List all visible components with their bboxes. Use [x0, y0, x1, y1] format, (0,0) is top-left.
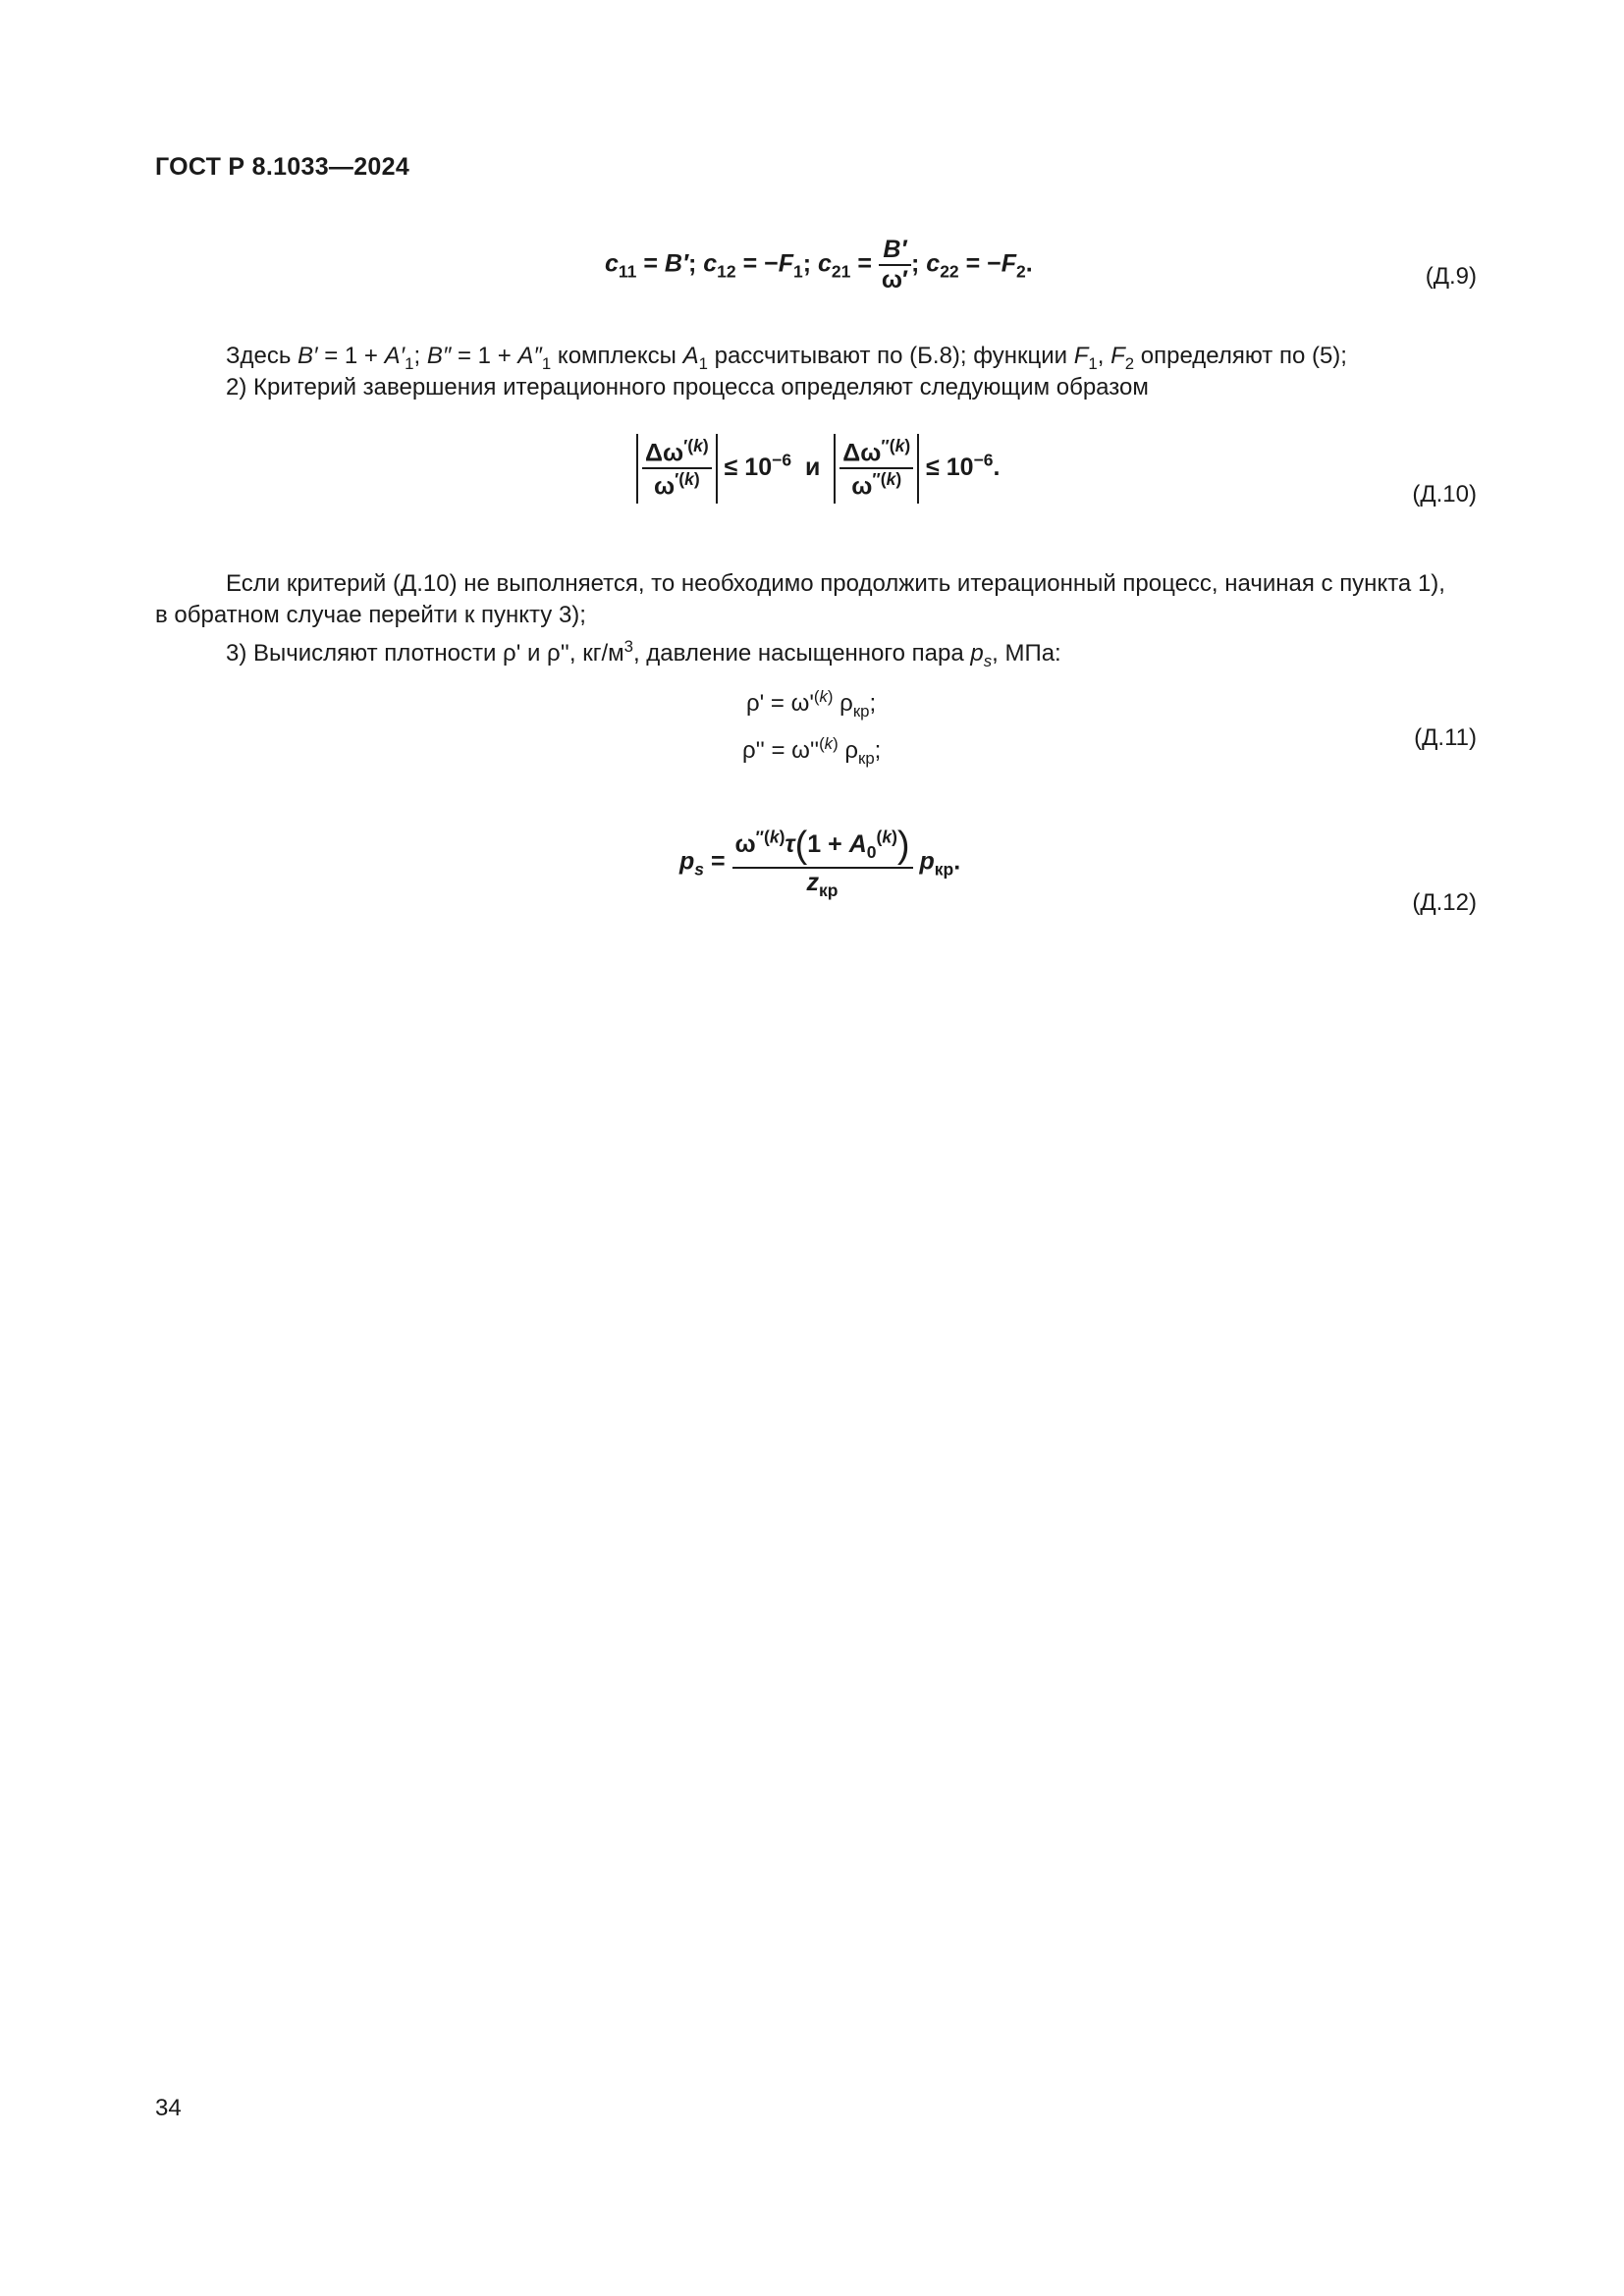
- equation-d12: $p_s$ = $\frac{\omega^{''(k)}\tau(1 + A_0^{(k)})}{z_{кр}}$ $p_{кр}$.: [679, 825, 961, 900]
- equation-d11-line1: $\rho' = \omega'^{(k)}$ $\rho_{кр}$;: [746, 687, 877, 721]
- equation-number-d11: (Д.11): [1414, 724, 1477, 751]
- page-number: 34: [155, 2095, 182, 2121]
- equation-d11-line2: $\rho'' = \omega''^{(k)}$ $\rho_{кр}$;: [742, 734, 882, 768]
- document-header: ГОСТ Р 8.1033—2024: [155, 153, 410, 181]
- paragraph-condition-cont: в обратном случае перейти к пункту 3);: [155, 602, 586, 628]
- paragraph-compute: 3) Вычисляют плотности ρ' и ρ'', $кг/м^3$, давление насыщенного пара $p_s$, МПа:: [226, 637, 1061, 670]
- equation-d10: $\frac{\Delta\omega^{'(k)}}{\omega^{'(k)}}$ ≤ $10^{-6}$ и $\frac{\Delta\omega^{''(k)}}{\omega^{''(k)}}$ ≤ $10^{-6}$.: [636, 434, 1000, 504]
- paragraph-criterion: 2) Критерий завершения итерационного процесса определяют следующим образом: [226, 374, 1149, 400]
- equation-number-d10: (Д.10): [1412, 481, 1477, 507]
- paragraph-definitions: Здесь $B' = 1 + A'_1$; $B'' = 1 + A''_1$ комплексы $A_1$ рассчитывают по (Б.8); функции $F_1$, $F_2$ определяют по (5);: [226, 343, 1347, 373]
- equation-number-d12: (Д.12): [1412, 889, 1477, 916]
- equation-d9: $c_{11} = B'$; $c_{12} = -F_1$; $c_{21}$ = $\frac{B'}{\omega'}$ ; $c_{22} = -F_2$.: [605, 236, 1033, 294]
- equation-number-d9: (Д.9): [1425, 263, 1477, 290]
- paragraph-condition: Если критерий (Д.10) не выполняется, то необходимо продолжить итерационный процесс, начиная с пункта 1),: [226, 570, 1445, 597]
